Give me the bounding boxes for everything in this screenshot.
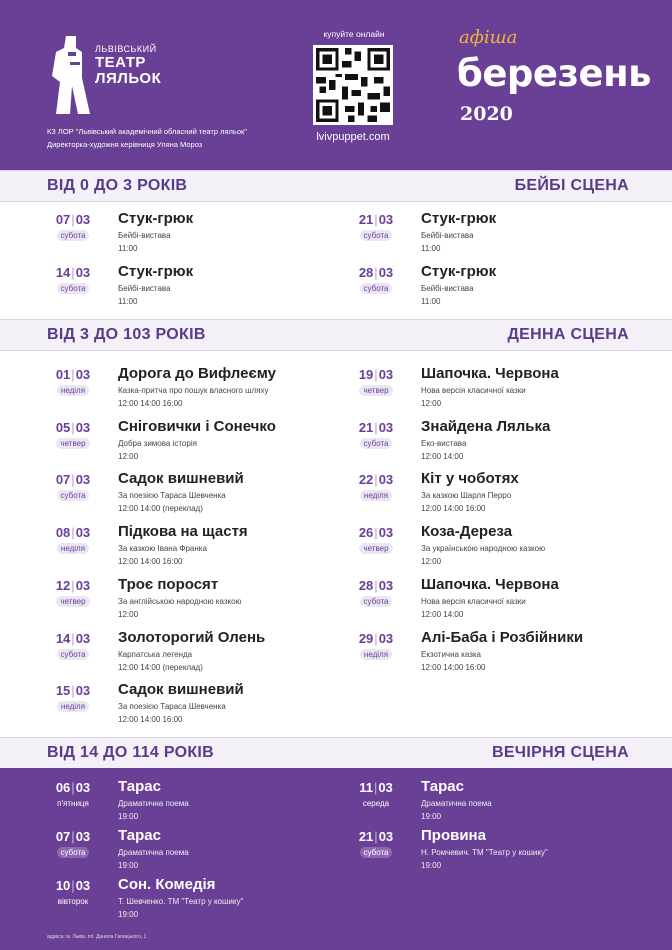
event-description: Драматична поема [118,848,189,857]
event-description: Т. Шевченко. ТМ "Театр у кошику" [118,897,244,906]
month-title: березень [457,52,652,95]
event-date: 26|03 [358,525,394,540]
event-times: 12:00 [421,557,442,566]
event-date: 21|03 [358,420,394,435]
date-separator: | [71,829,75,844]
event-title[interactable]: Садок вишневий [118,470,244,487]
event-weekday: неділя [48,543,98,554]
event-date: 14|03 [55,265,91,280]
event-date: 12|03 [55,578,91,593]
event-description: Бейбі-вистава [118,231,171,240]
event-date: 29|03 [358,631,394,646]
event-description: Казка-притча про пошук власного шляху [118,386,269,395]
event-date: 22|03 [358,472,394,487]
event-times: 11:00 [118,297,138,306]
puppet-logo-icon [46,34,92,116]
event-title[interactable]: Стук-грюк [421,263,497,280]
event-description: Нова версія класичної казки [421,597,526,606]
event-date: 07|03 [55,829,91,844]
date-separator: | [374,265,378,280]
event-description: Бейбі-вистава [421,231,474,240]
event-description: Екзотична казка [421,650,481,659]
event-title[interactable]: Стук-грюк [421,210,497,227]
age-range: ВІД 14 ДО 114 РОКІВ [47,744,215,761]
event-weekday: неділя [351,649,401,660]
age-range: ВІД 0 ДО 3 РОКІВ [47,177,188,194]
date-separator: | [71,683,75,698]
event-weekday: неділя [351,490,401,501]
event-weekday: четвер [351,385,401,396]
event-weekday: неділя [48,385,98,396]
stage-name: БЕЙБІ СЦЕНА [514,177,629,194]
date-separator: | [374,829,378,844]
qr-label: купуйте онлайн [323,29,385,39]
event-date: 21|03 [358,829,394,844]
event-weekday: субота [351,230,401,241]
date-separator: | [71,265,75,280]
section-band-baby [0,170,672,202]
event-date: 15|03 [55,683,91,698]
date-separator: | [374,525,378,540]
poster-header [0,0,672,170]
website-link[interactable]: lvivpuppet.com [316,131,390,143]
event-title[interactable]: Знайдена Лялька [421,418,551,435]
event-times: 12:00 14:00 (переклад) [118,663,203,672]
event-times: 19:00 [118,812,139,821]
section-band-day [0,319,672,351]
event-title[interactable]: Сон. Комедія [118,876,216,893]
date-separator: | [71,525,75,540]
event-times: 19:00 [118,861,139,870]
event-weekday: субота [48,490,98,501]
event-title[interactable]: Коза-Дереза [421,523,513,540]
year-label: 2020 [460,103,513,125]
event-times: 19:00 [421,812,442,821]
event-title[interactable]: Золоторогий Олень [118,629,266,646]
qr-code-icon[interactable] [313,45,393,125]
stage-name: ВЕЧІРНЯ СЦЕНА [491,744,629,761]
event-title[interactable]: Тарас [421,778,464,795]
event-title[interactable]: Кіт у чоботях [421,470,519,487]
date-separator: | [71,420,75,435]
event-weekday: четвер [48,596,98,607]
date-separator: | [71,780,75,795]
event-description: За поезією Тараса Шевченка [118,702,226,711]
event-date: 11|03 [359,780,393,795]
footer-address: адреса: м. Львів, пл. Данила Галицького, 1 [47,934,147,940]
event-weekday: субота [48,847,98,858]
event-times: 12:00 14:00 [421,452,464,461]
event-title[interactable]: Підкова на щастя [118,523,248,540]
event-description: Н. Ромчевич. ТМ "Театр у кошику" [421,848,548,857]
event-description: За поезією Тараса Шевченка [118,491,226,500]
event-times: 19:00 [421,861,442,870]
event-times: 12:00 14:00 16:00 [118,715,183,724]
date-separator: | [374,472,378,487]
event-description: Драматична поема [421,799,492,808]
event-weekday: середа [362,799,390,808]
event-title[interactable]: Садок вишневий [118,681,244,698]
event-title[interactable]: Троє поросят [118,576,219,593]
event-description: Бейбі-вистава [118,284,171,293]
event-times: 12:00 [118,452,139,461]
event-title[interactable]: Сніговички і Сонечко [118,418,276,435]
organization-info: КЗ ЛОР "Львівський академічний обласний театр ляльок" Директорка-художня керівниця Уляна Мороз [47,127,247,149]
date-separator: | [374,578,378,593]
event-weekday: четвер [48,438,98,449]
event-weekday: субота [48,649,98,660]
event-times: 11:00 [118,244,138,253]
event-date: 28|03 [358,578,394,593]
event-date: 07|03 [55,472,91,487]
event-title[interactable]: Стук-грюк [118,263,194,280]
date-separator: | [374,367,378,382]
event-description: Бейбі-вистава [421,284,474,293]
event-title[interactable]: Шапочка. Червона [421,365,559,382]
event-date: 10|03 [55,878,91,893]
event-weekday: п'ятниця [57,799,89,808]
event-date: 05|03 [55,420,91,435]
event-weekday: субота [351,847,401,858]
date-separator: | [374,420,378,435]
event-weekday: субота [48,283,98,294]
event-times: 11:00 [421,297,441,306]
event-title[interactable]: Стук-грюк [118,210,194,227]
event-weekday: субота [351,438,401,449]
event-weekday: субота [351,596,401,607]
event-date: 06|03 [55,780,91,795]
event-times: 11:00 [421,244,441,253]
event-description: Карпатська легенда [118,650,193,659]
date-separator: | [71,578,75,593]
event-date: 19|03 [358,367,394,382]
event-times: 12:00 14:00 16:00 [421,663,486,672]
event-weekday: субота [48,230,98,241]
event-title[interactable]: Провина [421,827,486,844]
logo-city: ЛЬВІВСЬКИЙ [95,44,157,54]
event-times: 12:00 14:00 16:00 [118,399,183,408]
date-separator: | [71,367,75,382]
afisha-label: афіша [459,27,518,48]
event-weekday: неділя [48,701,98,712]
event-date: 01|03 [55,367,91,382]
event-description: Добра зимова історія [118,439,197,448]
event-title[interactable]: Тарас [118,778,161,795]
event-title[interactable]: Шапочка. Червона [421,576,559,593]
date-separator: | [374,631,378,646]
event-description: За казкою Шарля Перро [421,491,512,500]
stage-name: ДЕННА СЦЕНА [507,326,629,343]
date-separator: | [374,212,378,227]
event-date: 07|03 [55,212,91,227]
event-date: 21|03 [358,212,394,227]
date-separator: | [373,780,378,795]
event-description: За казкою Івана Франка [118,544,207,553]
event-times: 12:00 14:00 16:00 [118,557,183,566]
event-weekday: вівторок [57,897,89,906]
event-description: Драматична поема [118,799,189,808]
event-description: За українською народною казкою [421,544,546,553]
event-title[interactable]: Дорога до Вифлеєму [118,365,276,382]
event-title[interactable]: Тарас [118,827,161,844]
event-title[interactable]: Алі-Баба і Розбійники [421,629,584,646]
event-date: 28|03 [358,265,394,280]
logo-title: ТЕАТР ЛЯЛЬОК [95,54,162,87]
event-weekday: субота [351,283,401,294]
event-times: 12:00 [118,610,139,619]
event-date: 14|03 [55,631,91,646]
event-date: 08|03 [55,525,91,540]
date-separator: | [71,472,75,487]
event-times: 12:00 14:00 16:00 [421,504,486,513]
date-separator: | [71,878,75,893]
date-separator: | [71,631,75,646]
event-description: Нова версія класичної казки [421,386,526,395]
event-times: 12:00 [421,399,442,408]
evening-section-background [0,768,672,950]
date-separator: | [71,212,75,227]
event-times: 12:00 14:00 [421,610,464,619]
event-times: 19:00 [118,910,139,919]
event-weekday: четвер [351,543,401,554]
event-description: За англійською народною казкою [118,597,242,606]
event-times: 12:00 14:00 (переклад) [118,504,203,513]
age-range: ВІД 3 ДО 103 РОКІВ [47,326,206,343]
section-band-evening [0,737,672,769]
event-description: Еко-вистава [421,439,467,448]
